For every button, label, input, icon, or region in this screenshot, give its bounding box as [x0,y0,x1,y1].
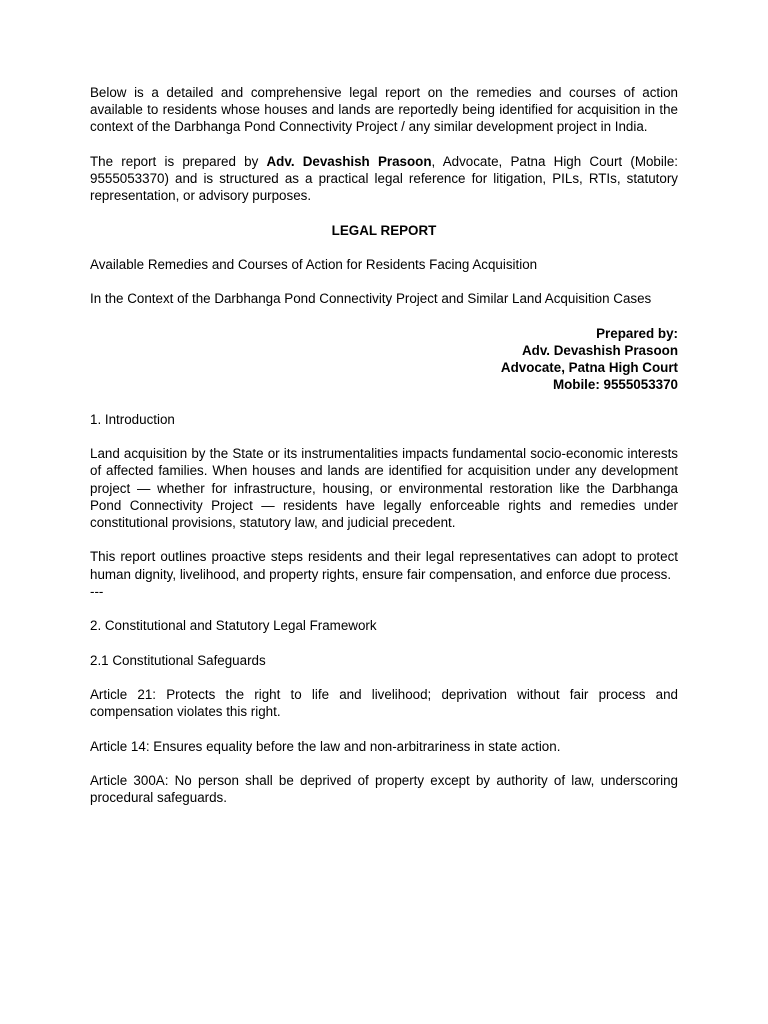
prepared-paragraph [90,153,678,205]
section-1-paragraph-2: This report outlines proactive steps residents and their legal representatives can adopt to protect human dignity, livelihood, and property rights, ensure fair compensation, and enforce due process. [90,549,678,582]
report-subtitle-remedies: Available Remedies and Courses of Action for Residents Facing Acquisition [90,256,538,272]
prepared-by-name: Adv. Devashish Prasoon [521,342,678,358]
prepared-by-label: Prepared by: [596,325,678,341]
article-21-paragraph: Article 21: Protects the right to life and livelihood; deprivation without fair process and compensation violates this right. [90,686,678,720]
author-name-inline: Adv. Devashish Prasoon [266,153,432,169]
prepared-text-after: , Advocate, Patna High Court (Mobile: 9555053370) and is structured as a practical legal reference for litigation, PILs, RTIs, statutory representation, or advisory purposes. [90,153,678,204]
report-subtitle-context: In the Context of the Darbhanga Pond Connectivity Project and Similar Land Acquisition Cases [90,291,652,307]
prepared-by-block [90,325,678,394]
section-1-paragraph-1: Land acquisition by the State or its instrumentalities impacts fundamental socio-economic interests of affected families. When houses and lands are identified for acquisition under any development project — whether for infrastructure, housing, or environmental restoration like the Darbhanga Pond Connectivity Project — residents have legally enforceable rights and remedies under constitutional provisions, statutory law, and judicial precedent. [90,446,678,530]
prepared-text-before: The report is prepared by [90,153,267,169]
section-2-1-heading: 2.1 Constitutional Safeguards [90,652,266,668]
prepared-by-title: Advocate, Patna High Court [500,360,678,376]
document-page [90,84,678,824]
report-title: LEGAL REPORT [331,222,437,238]
article-14-paragraph: Article 14: Ensures equality before the law and non-arbitrariness in state action. [90,738,561,754]
prepared-by-mobile: Mobile: 9555053370 [552,377,678,393]
section-1-heading: 1. Introduction [90,411,175,427]
section-separator: --- [90,583,104,599]
section-2-heading: 2. Constitutional and Statutory Legal Framework [90,618,377,634]
intro-paragraph: Below is a detailed and comprehensive legal report on the remedies and courses of action available to residents whose houses and lands are reportedly being identified for acquisition in the context of the Darbhanga Pond Connectivity Project / any similar development project in India. [90,85,678,135]
article-300a-paragraph: Article 300A: No person shall be deprived of property except by authority of law, underscoring procedural safeguards. [90,772,678,806]
